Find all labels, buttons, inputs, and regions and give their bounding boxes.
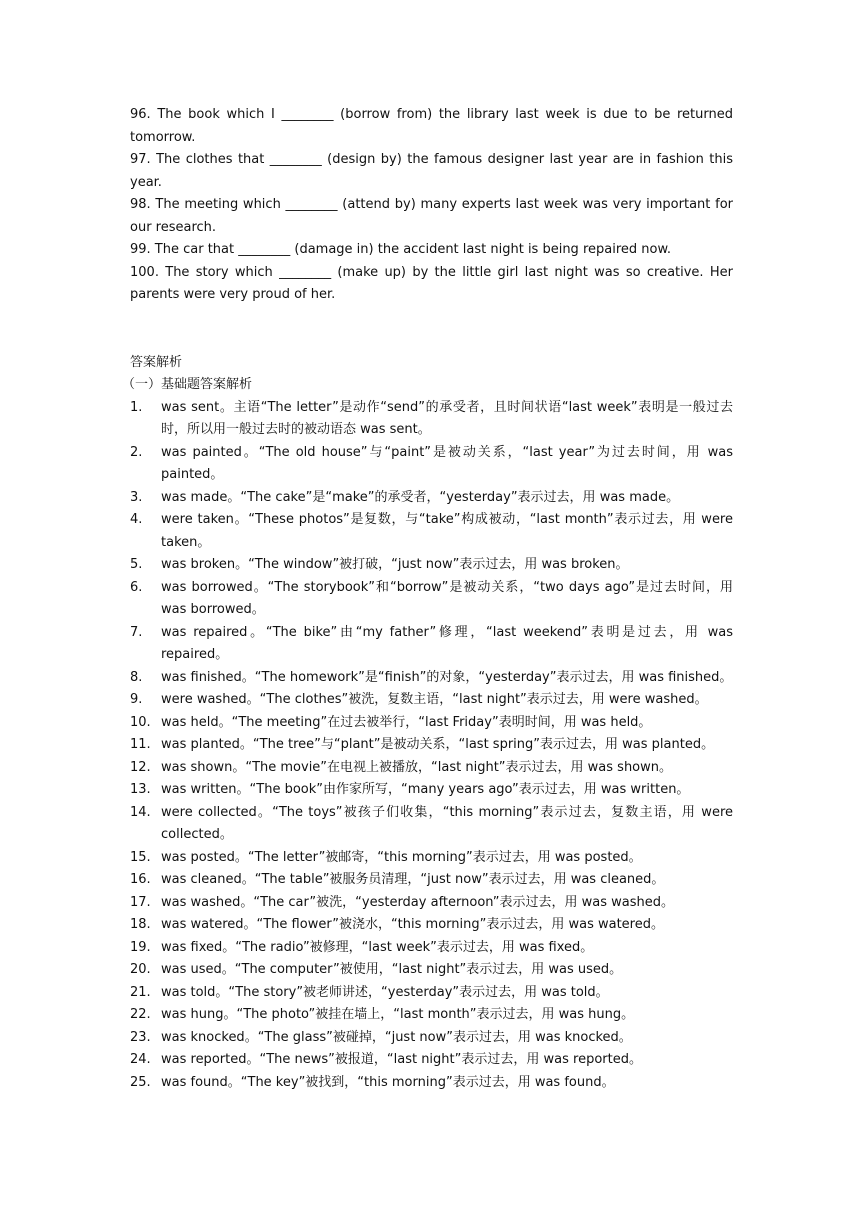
answer-number: 4. [130,512,143,527]
answers-subheading: （一）基础题答案解析 [122,377,253,392]
answer-text: was hung。“The photo”被挂在墙上，“last month”表示过去，用 was hung。 [161,1007,635,1022]
answer-number: 2. [130,444,143,460]
answer-text: was sent。主语“The letter”是动作“send”的承受者，且时间状语“last week”表明是一般过去时，所以用一般过去时的被动语态 was sent。 [161,399,733,437]
answer-number: 17. [130,894,151,910]
answer-text: was fixed。“The radio”被修理，“last week”表示过去，用 was fixed。 [161,939,594,955]
answer-item [130,802,733,847]
answer-number: 3. [130,489,143,505]
answer-text: was watered。“The flower”被浇水，“this morning”表示过去，用 was watered。 [161,917,664,932]
answer-item [130,734,733,757]
answer-item [130,982,733,1005]
answer-text: was written。“The book”由作家所写，“many years ago”表示过去，用 was written。 [161,782,690,797]
answer-text: was knocked。“The glass”被碰掉，“just now”表示过去，用 was knocked。 [161,1029,632,1045]
answer-item [130,554,733,577]
answer-number: 16. [130,872,151,887]
answer-item [130,1004,733,1027]
answer-number: 11. [130,737,151,752]
answer-number: 25. [130,1074,151,1090]
answer-number: 18. [130,917,151,932]
answer-number: 22. [130,1007,151,1022]
answer-item [130,959,733,982]
answer-text: was held。“The meeting”在过去被举行，“last Friday”表明时间，用 was held。 [161,714,652,730]
answer-number: 24. [130,1052,151,1067]
answer-item [130,1072,733,1095]
question-item: 99. The car that ________ (damage in) the accident last night is being repaired now. [130,242,672,257]
answer-number: 12. [130,759,151,775]
answer-number: 1. [130,399,143,415]
answer-number: 15. [130,849,151,865]
question-item: 97. The clothes that ________ (design by) the famous designer last year are in fashion this year. [130,152,733,190]
answers-heading: 答案解析 [130,354,183,370]
answer-number: 14. [130,804,151,820]
answer-item [130,577,733,622]
answer-item [130,689,733,712]
answer-number: 9. [130,692,143,707]
answer-number: 7. [130,624,143,640]
answer-item [130,937,733,960]
answer-number: 19. [130,939,151,955]
answer-text: was finished。“The homework”是“finish”的对象，“yesterday”表示过去，用 was finished。 [161,669,733,685]
answer-number: 6. [130,579,143,595]
answer-text: was made。“The cake”是“make”的承受者，“yesterday”表示过去，用 was made。 [161,489,680,505]
answer-item [130,667,733,690]
answer-text: was repaired。“The bike”由“my father”修理，“last weekend”表明是过去，用 was repaired。 [161,624,733,662]
answer-item [130,1027,733,1050]
answer-text: was posted。“The letter”被邮寄，“this morning”表示过去，用 was posted。 [161,849,642,865]
question-list [130,104,733,307]
answer-text: was told。“The story”被老师讲述，“yesterday”表示过去，用 was told。 [161,984,609,1000]
question-item: 96. The book which I ________ (borrow from) the library last week is due to be returned tomorrow. [130,107,733,145]
answer-number: 21. [130,984,151,1000]
answer-text: were washed。“The clothes”被洗，复数主语，“last night”表示过去，用 were washed。 [161,692,708,707]
answer-list [130,397,733,1095]
answer-item [130,397,733,442]
answer-text: was planted。“The tree”与“plant”是被动关系，“last spring”表示过去，用 was planted。 [161,737,715,752]
answer-item [130,487,733,510]
answer-item [130,442,733,487]
document-page [122,104,733,1094]
answer-item [130,847,733,870]
answer-text: were collected。“The toys”被孩子们收集，“this morning”表示过去，复数主语，用 were collected。 [161,804,733,842]
answer-number: 13. [130,782,151,797]
answer-text: was cleaned。“The table”被服务员清理，“just now”表示过去，用 was cleaned。 [161,872,665,887]
answer-item [130,779,733,802]
answer-text: was borrowed。“The storybook”和“borrow”是被动关系，“two days ago”是过去时间，用 was borrowed。 [161,579,733,617]
answer-text: was reported。“The news”被报道，“last night”表示过去，用 was reported。 [161,1052,642,1067]
answer-text: was found。“The key”被找到，“this morning”表示过去，用 was found。 [161,1074,615,1090]
question-item: 100. The story which ________ (make up) by the little girl last night was so creative. Her parents were very proud of her. [130,264,733,302]
answer-number: 23. [130,1029,151,1045]
answer-number: 8. [130,669,143,685]
answer-item [130,509,733,554]
answer-text: was painted。“The old house”与“paint”是被动关系，“last year”为过去时间，用 was painted。 [161,444,733,482]
answer-item [130,914,733,937]
answer-number: 10. [130,714,151,730]
answer-number: 20. [130,962,151,977]
answer-item [130,712,733,735]
section-spacer [130,307,733,352]
answer-text: was washed。“The car”被洗，“yesterday afternoon”表示过去，用 was washed。 [161,894,675,910]
answer-text: were taken。“These photos”是复数，与“take”构成被动，“last month”表示过去，用 were taken。 [161,512,733,550]
answer-item [130,757,733,780]
answer-text: was broken。“The window”被打破，“just now”表示过去，用 was broken。 [161,557,629,572]
question-item: 98. The meeting which ________ (attend by) many experts last week was very important for our research. [130,197,733,235]
answer-item [130,622,733,667]
answer-item [130,892,733,915]
answer-number: 5. [130,557,143,572]
answer-text: was used。“The computer”被使用，“last night”表示过去，用 was used。 [161,962,623,977]
answer-text: was shown。“The movie”在电视上被播放，“last night”表示过去，用 was shown。 [161,759,673,775]
answer-item [130,869,733,892]
answer-item [130,1049,733,1072]
